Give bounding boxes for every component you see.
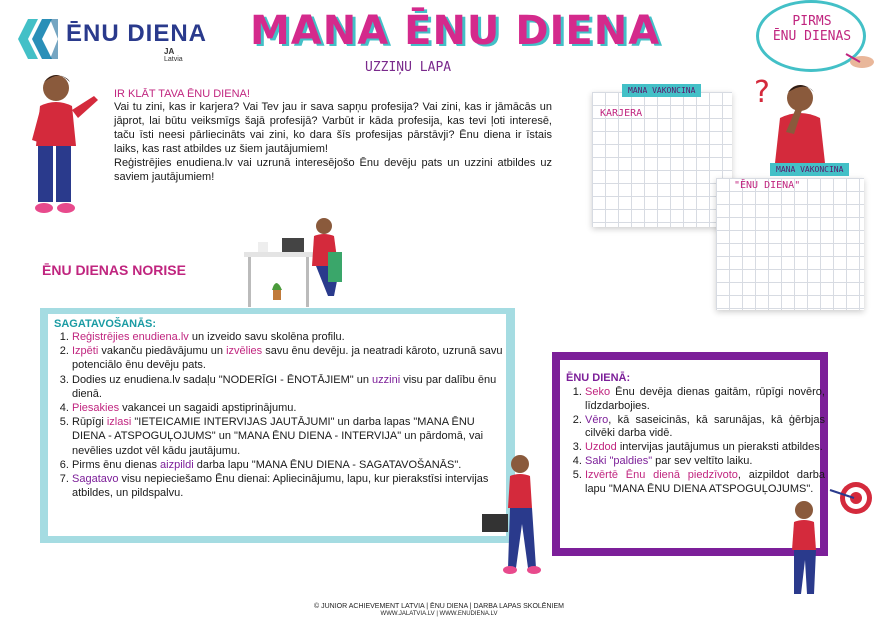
item-text: Rūpīgi: [72, 416, 107, 429]
highlight: Seko: [585, 386, 611, 398]
intro-paragraph-2: Reģistrējies enudiena.lv vai uzrunā interesējošo Ēnu devēju pats un uzzini atbildes uz saviem jautājumiem!: [114, 157, 552, 183]
hand-pen-icon: [842, 50, 876, 70]
footer-copyright: © JUNIOR ACHIEVEMENT LATVIA | ĒNU DIENA | DARBA LAPAS SKOLĒNIEM: [314, 603, 564, 610]
list-item: [585, 455, 825, 469]
page-title: MANA ĒNU DIENA: [250, 8, 661, 54]
list-item: [585, 441, 825, 455]
item-text: darba lapu "MANA ĒNU DIENA - SAGATAVOŠANĀS".: [193, 458, 462, 471]
target-dart-person-illustration: [770, 470, 876, 598]
intro-heading: IR KLĀT TAVA ĒNU DIENA!: [114, 88, 250, 100]
list-item: [72, 330, 508, 344]
item-text: , kā saseicinās, kā sarunājas, kā ģērbjas cilvēki darba vidē.: [585, 413, 825, 440]
thinking-student-illustration: [750, 72, 840, 172]
student-presenting-illustration: [18, 70, 108, 220]
walking-person-illustration: [480, 452, 550, 576]
item-text: Ēnu devēja dienas gaitām, rūpīgi novēro, līdzdarbojies.: [585, 386, 825, 412]
shadow-day-title: ĒNU DIENĀ:: [566, 372, 631, 384]
logo-sub-ja: JA: [164, 47, 175, 56]
preparation-list: [58, 330, 508, 500]
worksheet-preview-shadow-day: [716, 178, 864, 310]
list-item: [72, 458, 508, 472]
highlight: izlasi: [106, 416, 132, 429]
ena-logo-icon: [18, 14, 58, 64]
list-item: [72, 373, 508, 401]
ja-latvia-logo: [164, 48, 183, 64]
item-text: un izveido savu skolēna profilu.: [188, 331, 345, 343]
worksheet-tab-1: MANA VAKONCINA: [622, 84, 701, 97]
svg-text:?: ?: [754, 75, 770, 110]
highlight: aizpildi: [160, 458, 194, 471]
worksheet-label-shadow-day: "ĒNU DIENA": [734, 180, 801, 191]
item-text: intervijas jautājumus un pieraksti atbildes.: [616, 441, 823, 454]
highlight: izvēlies: [226, 345, 263, 358]
item-text: "IETEICAMIE INTERVIJAS JAUTĀJUMI" un darba lapas "MANA ĒNU DIENA - ATSPOGUĻOJUMS" un "MANA ĒNU DIENA - INTERVIJA" un pārdomā, vai nevēlies uzdot vēl kādu jautājumu.: [72, 416, 484, 457]
item-text: vakancei un sagaidi apstiprinājumu.: [119, 402, 297, 415]
list-item: [585, 414, 825, 442]
highlight: Uzdod: [585, 441, 617, 454]
preparation-title: SAGATAVOŠANĀS:: [54, 318, 157, 330]
highlight: uzzini: [372, 373, 401, 386]
worksheet-label-career: KARJERA: [600, 108, 643, 119]
worksheet-tab-2: MANA VAKONCINA: [770, 163, 849, 176]
item-text: visu nepieciešamo Ēnu dienai: Apliecinājumu, lapu, kur pierakstīsi intervijas atbildes, un pildspalvu.: [72, 473, 489, 500]
highlight: Sagatavo: [72, 473, 119, 486]
intro-text: [114, 100, 552, 184]
highlight: Vēro: [585, 413, 609, 426]
item-text: Dodies uz enudiena.lv sadaļu "NODERĪGI - ĒNOTĀJIEM" un: [72, 373, 373, 386]
highlight: Piesakies: [72, 402, 120, 415]
highlight: Izvērtē Ēnu dienā piedzīvoto: [585, 468, 738, 481]
list-item: [72, 401, 508, 415]
stage-badge-text: [764, 14, 860, 44]
highlight: Saki "paldies": [585, 454, 653, 467]
item-text: , aizpildot darba lapu "MANA ĒNU DIENA ATSPOGUĻOJUMS".: [585, 468, 825, 495]
logo-sub-latvia: Latvia: [164, 56, 183, 63]
section-title: ĒNU DIENAS NORISE: [42, 262, 186, 278]
item-text: savu ēnu devēju. ja neatradi kāroto, uzrunā savu potenciālo ēnu devēju pats.: [72, 345, 503, 372]
list-item: [72, 344, 508, 372]
item-text: par sev veltīto laiku.: [652, 454, 753, 467]
logo-text: ĒNU DIENA: [66, 20, 208, 47]
highlight: Izpēti: [72, 345, 99, 358]
highlight: Reģistrējies enudiena.lv: [72, 331, 189, 343]
page-subtitle: UZZIŅU LAPA: [365, 60, 452, 75]
student-at-desk-illustration: [242, 212, 346, 310]
list-item: [585, 386, 825, 414]
badge-line-1: PIRMS: [792, 14, 832, 29]
badge-line-2: ĒNU DIENAS: [772, 29, 852, 44]
list-item: [72, 472, 508, 500]
item-text: Pirms ēnu dienas: [72, 458, 161, 471]
item-text: vakanču piedāvājumu un: [98, 345, 227, 358]
item-text: visu par dalību ēnu dienā.: [72, 373, 497, 400]
footer-links[interactable]: WWW.JALATVIA.LV | WWW.ENUDIENA.LV: [380, 611, 498, 617]
intro-paragraph-1: Vai tu zini, kas ir karjera? Vai Tev jau ir sava sapņu profesija? Vai zini, kas ir jāmācās un jāprot, lai būtu veiksmīgs šajā profesijā? Varbūt ir kāda profesija, kas tevi ļoti interesē, taču īsti neesi pārliecināts vai zini, ko dara šīs profesijas pārstāvji? Ēnu diena ir īstais laiks, kas rast atbildes uz šiem jautājumiem!: [114, 101, 552, 155]
list-item: [72, 415, 508, 458]
